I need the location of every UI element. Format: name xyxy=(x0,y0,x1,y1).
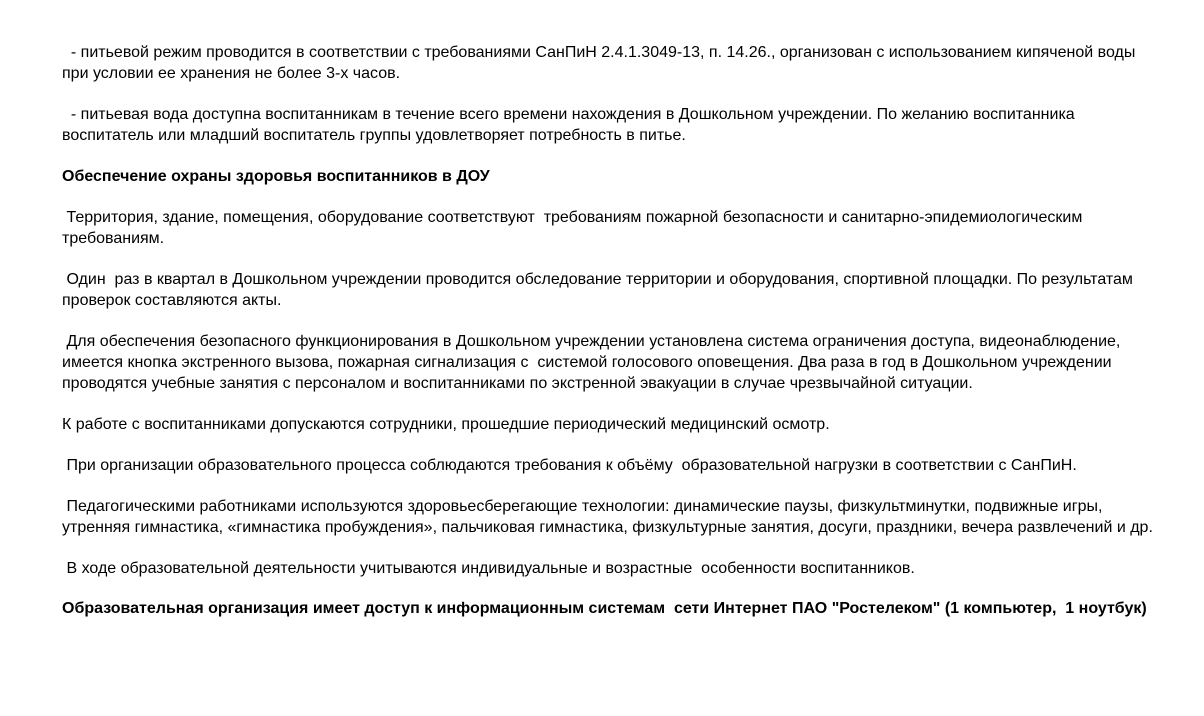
educational-load-paragraph: При организации образовательного процесса соблюдаются требования к объёму образовательной нагрузки в соответствии с СанПиН. xyxy=(62,457,1077,474)
health-technologies-paragraph: Педагогическими работниками используются здоровьесберегающие технологии: динамические паузы, физкультминутки, подвижные игры, утренняя гимнастика, «гимнастика пробуждения», пальчиковая гимнастика, физкультурные занятия, досуги, праздники, вечера развлечений и др. xyxy=(62,498,1153,536)
staff-medical-paragraph: К работе с воспитанниками допускаются сотрудники, прошедшие периодический медицинский осмотр. xyxy=(62,416,830,433)
document-page xyxy=(62,42,1162,639)
internet-access-heading: Образовательная организация имеет доступ к информационным системам сети Интернет ПАО "Ростелеком" (1 компьютер, 1 ноутбук) xyxy=(62,600,1147,617)
quarterly-inspection-paragraph: Один раз в квартал в Дошкольном учреждении проводится обследование территории и оборудования, спортивной площадки. По результатам проверок составляются акты. xyxy=(62,271,1138,309)
drinking-regime-paragraph: - питьевой режим проводится в соответствии с требованиями СанПиН 2.4.1.3049-13, п. 14.26., организован с использованием кипяченой воды при условии ее хранения не более 3-х часов. xyxy=(62,44,1140,82)
individual-features-paragraph: В ходе образовательной деятельности учитываются индивидуальные и возрастные особенности воспитанников. xyxy=(62,560,915,577)
territory-paragraph: Территория, здание, помещения, оборудование соответствуют требованиям пожарной безопасности и санитарно-эпидемиологическим требованиям. xyxy=(62,209,1092,247)
drinking-water-paragraph: - питьевая вода доступна воспитанникам в течение всего времени нахождения в Дошкольном учреждении. По желанию воспитанника воспитатель или младший воспитатель группы удовлетворяет потребность в питье. xyxy=(62,106,1080,144)
health-protection-heading: Обеспечение охраны здоровья воспитанников в ДОУ xyxy=(62,168,490,185)
security-system-paragraph: Для обеспечения безопасного функционирования в Дошкольном учреждении установлена система ограничения доступа, видеонаблюдение, имеется кнопка экстренного вызова, пожарная сигнализация с системой голосового оповещения. Два раза в год в Дошкольном учреждении проводятся учебные занятия с персоналом и воспитанниками по экстренной эвакуации в случае чрезвычайной ситуации. xyxy=(62,333,1125,392)
